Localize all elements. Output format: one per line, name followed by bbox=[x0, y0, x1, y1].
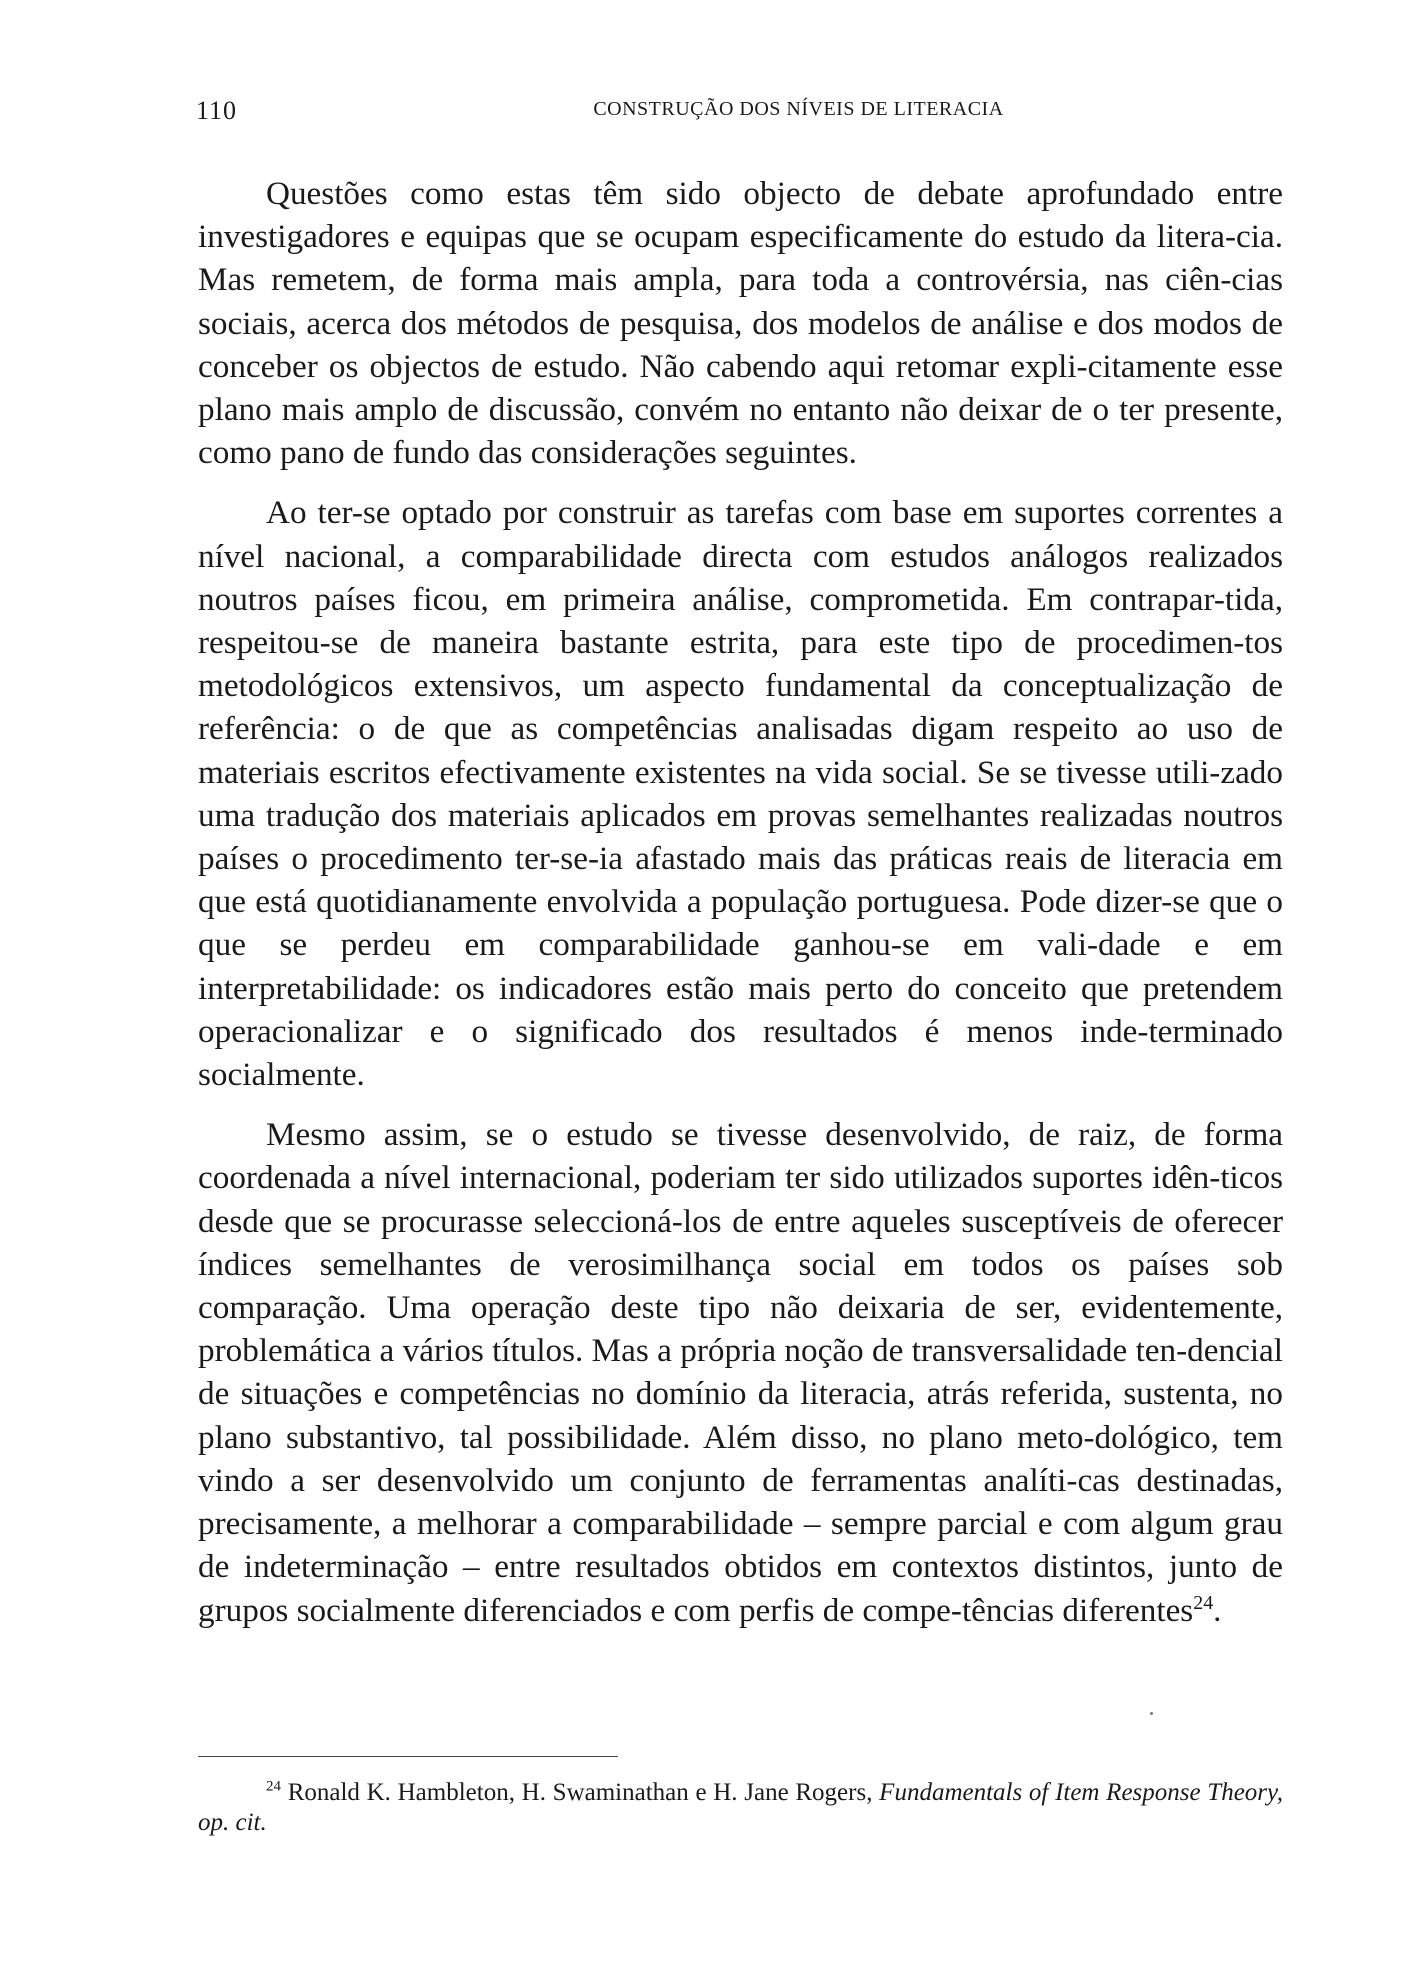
paragraph-1: Questões como estas têm sido objecto de debate aprofundado entre investigadores e equipas que se ocupam especificamente do estudo da litera-cia. Mas remetem, de forma mais ampla, para toda a controvérsia, nas ciên-cias sociais, acerca dos métodos de pesquisa, dos modelos de análise e dos modos de conceber os objectos de estudo. Não cabendo aqui retomar expli-citamente esse plano mais amplo de discussão, convém no entanto não deixar de o ter presente, como pano de fundo das considerações seguintes. bbox=[198, 175, 1283, 472]
body-text bbox=[198, 172, 1283, 1649]
scan-speck bbox=[1150, 1712, 1153, 1715]
paragraph-3 bbox=[198, 1113, 1283, 1631]
paragraph-3-end: . bbox=[1213, 1591, 1222, 1629]
page-number: 110 bbox=[196, 96, 238, 125]
footnote-authors: Ronald K. Hambleton, H. Swaminathan e H. Jane Rogers, bbox=[287, 1779, 880, 1806]
paragraph-2: Ao ter-se optado por construir as tarefas com base em suportes correntes a nível nacional, a comparabilidade directa com estudos análogos realizados noutros países ficou, em primeira análise, comprometida. Em contrapar-tida, respeitou-se de maneira bastante estrita, para este tipo de procedimen-tos metodológicos extensivos, um aspecto fundamental da conceptualização de referência: o de que as competências analisadas digam respeito ao uso de materiais escritos efectivamente existentes na vida social. Se se tivesse utili-zado uma tradução dos materiais aplicados em provas semelhantes realizadas noutros países o procedimento ter-se-ia afastado mais das práticas reais de literacia em que está quotidianamente envolvida a população portuguesa. Pode dizer-se que o que se perdeu em comparabilidade ganhou-se em vali-dade e em interpretabilidade: os indicadores estão mais perto do conceito que pretendem operacionalizar e o significado dos resultados é menos inde-terminado socialmente. bbox=[198, 494, 1283, 1094]
footnote-title: Fundamentals of Item Response Theory, op. cit. bbox=[198, 1779, 1284, 1836]
running-title: CONSTRUÇÃO DOS NÍVEIS DE LITERACIA bbox=[593, 98, 1004, 120]
paragraph-3-text: Mesmo assim, se o estudo se tivesse desenvolvido, de raiz, de forma coordenada a nível internacional, poderiam ter sido utilizados suportes idên-ticos desde que se procurasse seleccioná-los de entre aqueles susceptíveis de oferecer índices semelhantes de verosimilhança social em todos os países sob comparação. Uma operação deste tipo não deixaria de ser, evidentemente, problemática a vários títulos. Mas a própria noção de transversalidade ten-dencial de situações e competências no domínio da literacia, atrás referida, sustenta, no plano substantivo, tal possibilidade. Além disso, no plano meto-dológico, tem vindo a ser desenvolvido um conjunto de ferramentas analíti-cas destinadas, precisamente, a melhorar a comparabilidade – sempre parcial e com algum grau de indeterminação – entre resultados obtidos em contextos distintos, junto de grupos socialmente diferenciados e com perfis de compe-tências diferentes bbox=[198, 1116, 1283, 1629]
footnote-reference[interactable]: 24 bbox=[1193, 1591, 1214, 1614]
footnote bbox=[198, 1778, 1283, 1838]
footnote-rule bbox=[198, 1756, 618, 1757]
footnote-number: 24 bbox=[266, 1778, 281, 1795]
running-header bbox=[196, 96, 1281, 136]
